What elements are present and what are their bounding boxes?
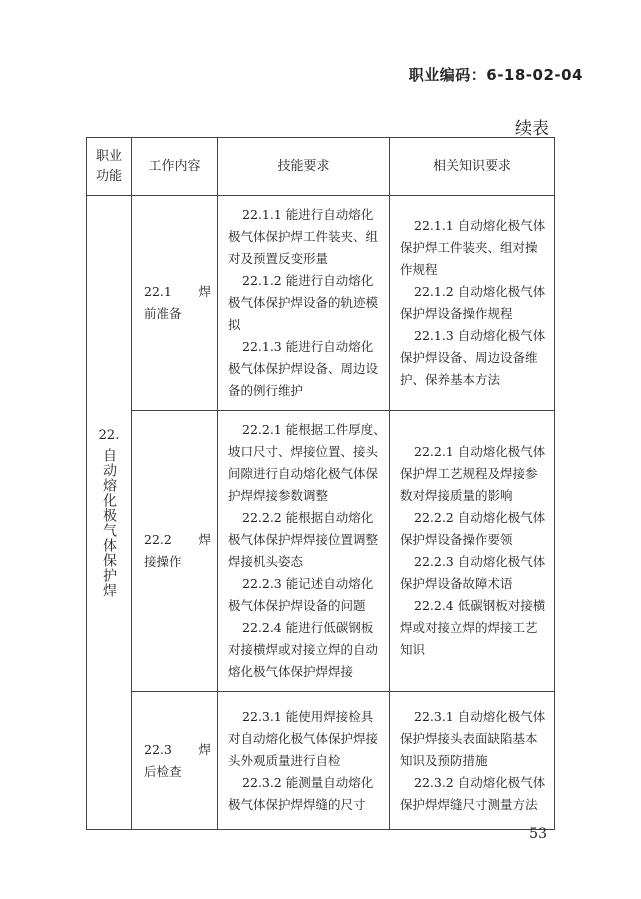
skill-requirement-line: 极气体保护焊焊接位置调整 [228, 532, 379, 547]
skill-requirement-line: 22.2.2 能根据自动熔化 [242, 510, 374, 525]
knowledge-requirement-line: 焊或对接立焊的焊接工艺 [400, 620, 538, 635]
function-name: 自动熔化极气体保护焊 [101, 447, 117, 598]
skill-requirement-line: 22.3.1 能使用焊接检具 [242, 708, 374, 724]
knowledge-requirement-cell [390, 196, 555, 411]
knowledge-requirement-line: 知识 [400, 642, 426, 657]
knowledge-requirement-line: 保护焊设备操作规程 [400, 306, 513, 321]
knowledge-requirement-line: 22.1.2 自动熔化极气体 [414, 284, 546, 299]
page-number: 53 [529, 826, 547, 842]
knowledge-requirement-line: 保护焊接头表面缺陷基本 [400, 730, 538, 746]
table-row [87, 196, 555, 411]
knowledge-requirement-line: 22.2.4 低碳钢板对接横 [414, 598, 546, 613]
work-content-cell [132, 692, 218, 830]
work-title-rest: 接操作 [144, 554, 182, 569]
skill-requirement-cell [218, 692, 390, 830]
work-number: 22.3 [144, 741, 172, 757]
knowledge-requirement-line: 保护焊工件装夹、组对操 [400, 240, 538, 255]
work-content-cell [132, 196, 218, 411]
work-number: 22.1 [144, 284, 172, 299]
skill-requirement-line: 备的例行维护 [228, 383, 304, 398]
knowledge-requirement-cell [390, 411, 555, 692]
header-work-content: 工作内容 [132, 138, 218, 196]
knowledge-requirement-line: 22.3.1 自动熔化极气体 [414, 708, 546, 724]
skill-requirement-line: 极气体保护焊设备的问题 [228, 598, 366, 613]
work-title-part: 焊 [198, 284, 211, 299]
skill-requirement-cell [218, 196, 390, 411]
work-content-cell [132, 411, 218, 692]
skill-requirement-line: 22.3.2 能测量自动熔化 [242, 774, 374, 790]
skill-requirement-line: 22.2.1 能根据工件厚度、 [242, 422, 386, 437]
skill-requirement-line: 坡口尺寸、焊接位置、接头 [228, 444, 379, 459]
skill-requirement-line: 对接横焊或对接立焊的自动 [228, 642, 379, 657]
knowledge-requirement-line: 保护焊工艺规程及焊接参 [400, 466, 538, 481]
knowledge-requirement-line: 保护焊设备、周边设备维 [400, 350, 538, 365]
skill-requirement-line: 极气体保护焊焊缝的尺寸 [228, 796, 366, 812]
knowledge-requirement-line: 22.2.3 自动熔化极气体 [414, 554, 546, 569]
skill-requirement-line: 22.1.2 能进行自动熔化 [242, 273, 374, 288]
skill-requirement-line: 对自动熔化极气体保护焊接 [228, 730, 379, 746]
skill-requirement-line: 22.1.3 能进行自动熔化 [242, 339, 374, 354]
header-knowledge-requirements: 相关知识要求 [390, 138, 555, 196]
header-skill-requirements: 技能要求 [218, 138, 390, 196]
knowledge-requirement-line: 护、保养基本方法 [400, 372, 501, 387]
knowledge-requirement-line: 保护焊设备故障术语 [400, 576, 513, 591]
skill-requirement-line: 拟 [228, 317, 241, 332]
knowledge-requirement-line: 知识及预防措施 [400, 752, 488, 768]
work-title-part: 焊 [198, 532, 211, 547]
work-title-part: 焊 [198, 741, 211, 757]
work-title-rest: 后检查 [144, 763, 182, 779]
skill-requirement-line: 22.2.3 能记述自动熔化 [242, 576, 374, 591]
skill-requirement-line: 22.2.4 能进行低碳钢板 [242, 620, 374, 635]
work-title-rest: 前准备 [144, 306, 182, 321]
skill-requirement-line: 间隙进行自动熔化极气体保 [228, 466, 379, 481]
knowledge-requirement-line: 作规程 [400, 262, 438, 277]
knowledge-requirement-line: 22.3.2 自动熔化极气体 [414, 774, 546, 790]
skill-requirement-line: 头外观质量进行自检 [228, 752, 341, 768]
skill-requirement-line: 22.1.1 能进行自动熔化 [242, 207, 374, 222]
knowledge-requirement-line: 保护焊设备操作要领 [400, 532, 513, 547]
continued-label: 续表 [515, 119, 549, 139]
skill-requirement-line: 极气体保护焊工件装夹、组 [228, 229, 379, 244]
knowledge-requirement-line: 22.1.1 自动熔化极气体 [414, 218, 546, 233]
skill-requirement-line: 对及预置反变形量 [228, 251, 329, 266]
knowledge-requirement-line: 22.2.1 自动熔化极气体 [414, 444, 546, 459]
table-row [87, 692, 555, 830]
skill-requirement-line: 极气体保护焊设备、周边设 [228, 361, 379, 376]
knowledge-requirement-line: 数对焊接质量的影响 [400, 488, 513, 503]
knowledge-requirement-line: 22.2.2 自动熔化极气体 [414, 510, 546, 525]
table-row [87, 411, 555, 692]
function-cell [87, 196, 132, 830]
function-number: 22. [98, 427, 120, 443]
work-number: 22.2 [144, 532, 172, 547]
skill-requirement-line: 极气体保护焊设备的轨迹模 [228, 295, 379, 310]
table-header-row [87, 138, 555, 196]
skills-table [86, 137, 555, 830]
skill-requirement-line: 熔化极气体保护焊焊接 [228, 664, 354, 679]
skill-requirement-line: 护焊焊接参数调整 [228, 488, 329, 503]
skill-requirement-line: 焊接机头姿态 [228, 554, 304, 569]
skill-requirement-cell [218, 411, 390, 692]
header-function: 职业 功能 [87, 138, 132, 196]
knowledge-requirement-cell [390, 692, 555, 830]
knowledge-requirement-line: 保护焊焊缝尺寸测量方法 [400, 796, 538, 812]
occupation-code: 职业编码：6-18-02-04 [408, 66, 583, 84]
knowledge-requirement-line: 22.1.3 自动熔化极气体 [414, 328, 546, 343]
